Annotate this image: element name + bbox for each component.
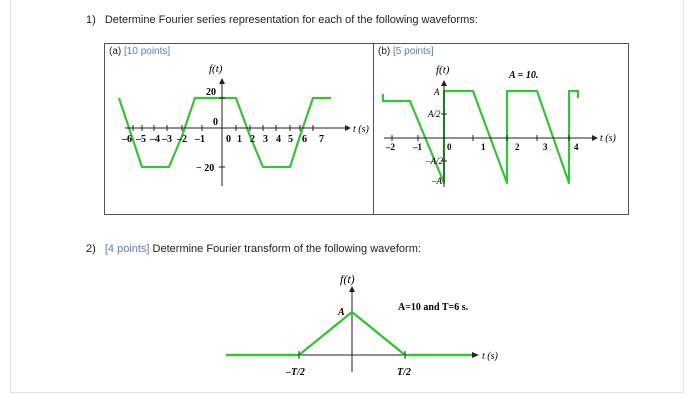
waveform-a-tick-label: –6 [122, 134, 132, 145]
waveform-b-tick-label: 2 [515, 142, 520, 152]
waveform-a-tick-label: 6 [302, 134, 307, 145]
waveform-b-t-label: t (s) [600, 133, 616, 144]
question-2-number: 2) [86, 243, 96, 255]
waveform-a-tick-label: –2 [177, 134, 187, 145]
waveform-a-ylabel: f(t) [209, 63, 223, 75]
waveform-a-tick-label: 7 [319, 134, 324, 145]
waveform-b-origin: 0 [447, 142, 452, 152]
q2-right-tick-label: T/2 [397, 367, 411, 378]
waveform-a-tick-label: 1 [237, 134, 242, 145]
waveform-a-tick-label: 5 [288, 134, 293, 145]
waveform-a-tick-label: –4 [150, 134, 160, 145]
waveform-b-ylabel: f(t) [436, 64, 450, 76]
waveform-b-neg-A: –A [432, 176, 442, 186]
waveform-a-points: [10 points] [124, 46, 171, 57]
waveform-a-tick-label: 2 [250, 134, 255, 145]
waveform-b-A: A [434, 87, 440, 97]
waveform-a-tick-label: –1 [195, 134, 205, 145]
waveform-a-t-label: t (s) [353, 124, 369, 135]
q2-left-tick-label: –T/2 [286, 367, 305, 378]
question-1-text: Determine Fourier series representation for each of the following waveforms: [104, 14, 478, 26]
q2-params: A=10 and T=6 s. [398, 302, 469, 313]
question-2-text: Determine Fourier transform of the following waveform: [152, 243, 421, 255]
waveform-b-tick-label: –1 [413, 142, 422, 152]
waveform-a-y-bottom: − 20 [196, 163, 215, 174]
waveform-a-label: (a) [109, 46, 122, 57]
q2-f-arrow [349, 286, 355, 292]
waveform-b-points: [5 points] [393, 46, 434, 57]
waveform-b-tick-label: 3 [543, 142, 548, 152]
waveform-b-tick-label: 1 [481, 142, 486, 152]
question-1-number: 1) [86, 14, 96, 26]
q2-ylabel: f(t) [340, 272, 355, 286]
waveform-a-tick-label: 4 [276, 134, 281, 145]
waveform-a-y-top: 20 [206, 87, 216, 98]
waveform-a-tick-label: 3 [263, 134, 268, 145]
waveform-a-tick-label: 0 [226, 134, 231, 145]
waveform-b-tick-label: –2 [386, 142, 395, 152]
q2-triangle-curve [226, 312, 472, 355]
q2-A: A [338, 307, 345, 318]
waveform-b-neg-A-half: –A/2 [426, 156, 443, 166]
waveform-a-origin: 0 [213, 117, 218, 128]
waveform-b-tick-label: 4 [574, 142, 579, 152]
waveform-a-tick-label: –3 [162, 134, 172, 145]
waveform-b-A-half: A/2 [428, 109, 441, 119]
q2-t-label: t (s) [482, 351, 498, 362]
waveform-b-label: (b) [378, 46, 391, 57]
q2-t-arrow [472, 352, 479, 358]
waveform-a-tick-label: –5 [136, 134, 146, 145]
waveform-b-param: A = 10. [509, 70, 539, 81]
question-2-points: [4 points] [104, 243, 150, 255]
